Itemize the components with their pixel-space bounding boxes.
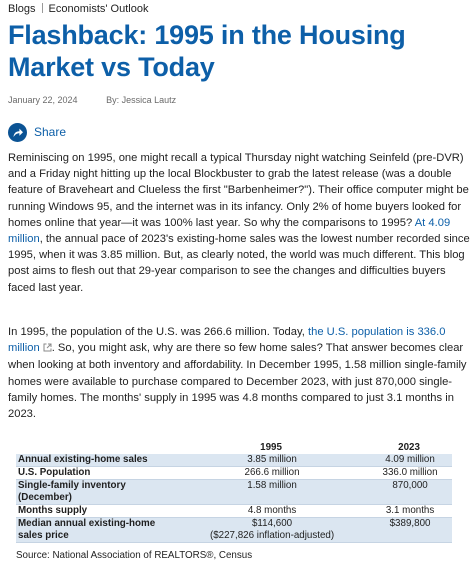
row-label: Median annual existing-home sales price bbox=[16, 518, 176, 543]
value-1995: 3.85 million bbox=[176, 454, 366, 467]
table-row bbox=[16, 505, 452, 518]
value-1995 bbox=[176, 518, 366, 543]
value-1995: 1.58 million bbox=[176, 480, 366, 505]
publish-date: January 22, 2024 bbox=[8, 95, 78, 105]
share-button[interactable] bbox=[8, 122, 66, 142]
value-1995: 4.8 months bbox=[176, 505, 366, 518]
value-2023: 870,000 bbox=[366, 480, 452, 505]
share-label: Share bbox=[34, 125, 67, 139]
us-population-link[interactable]: the U.S. population is 336.0 million bbox=[8, 326, 446, 355]
table-header-2023: 2023 bbox=[398, 442, 420, 453]
row-label: U.S. Population bbox=[16, 467, 176, 480]
table-header-blank bbox=[16, 442, 176, 454]
article-meta bbox=[8, 95, 176, 105]
paragraph-population-text: In 1995, the population of the U.S. was 266.6 million. Today, bbox=[8, 326, 308, 338]
value-1995-price: $114,600 bbox=[251, 518, 293, 529]
row-label: Annual existing-home sales bbox=[16, 454, 176, 467]
paragraph-intro-text: Reminiscing on 1995, one might recall a typical Thursday night watching Seinfeld (pre-DVR) and a Friday night hitting up the local Blockbuster to grab the latest release (was a double feature of Braveheart and Clueless the first "Barbenheimer?"). Their office computer might be running Windows 95, and the internet was in its infancy. Only 2% of home buyers looked for homes online that year—it was 100% last year. So why the comparisons to 1995? bbox=[8, 152, 469, 229]
table-row bbox=[16, 467, 452, 480]
row-label: Single-family inventory (December) bbox=[16, 480, 176, 505]
table-source: Source: National Association of REALTORS®, Census bbox=[16, 550, 253, 561]
paragraph-population bbox=[8, 324, 470, 422]
table-row bbox=[16, 454, 452, 467]
breadcrumb-divider bbox=[42, 3, 43, 13]
share-arrow-icon bbox=[8, 123, 27, 142]
breadcrumb-blogs[interactable]: Blogs bbox=[8, 3, 36, 15]
breadcrumb bbox=[8, 3, 148, 15]
value-1995: 266.6 million bbox=[176, 467, 366, 480]
article-title: Flashback: 1995 in the Housing Market vs Today bbox=[8, 20, 406, 82]
value-2023: 3.1 months bbox=[366, 505, 452, 518]
paragraph-population-text-end: . So, you might ask, why are there so few home sales? That answer becomes clear when looking at both inventory and affordability. In December 1995, 1.58 million single-family homes were available to purchase compared to December 2023, with just 870,000 single-family homes. The months' supply in 1995 was 4.8 months compared to just 3.1 months in 2023. bbox=[8, 342, 467, 421]
value-1995-inflation-note: ($227,826 inflation-adjusted) bbox=[209, 530, 335, 541]
table-row bbox=[16, 518, 452, 543]
value-2023: 336.0 million bbox=[366, 467, 452, 480]
external-link-icon bbox=[43, 341, 52, 357]
author-byline[interactable]: By: Jessica Lautz bbox=[106, 95, 177, 105]
row-label: Months supply bbox=[16, 505, 176, 518]
value-2023: $389,800 bbox=[366, 518, 452, 543]
table-header-row bbox=[16, 442, 452, 454]
breadcrumb-economists-outlook[interactable]: Economists' Outlook bbox=[48, 3, 149, 15]
table-row bbox=[16, 480, 452, 505]
table-header-1995: 1995 bbox=[260, 442, 282, 453]
paragraph-intro-text-end: , the annual pace of 2023's existing-home sales was the lowest number recorded since 1995, when it was 3.85 million. But, as clearly noted, the world was much different. This blog post aims to flesh out that 29-year comparison to see the changes and difficulties buyers faced last year. bbox=[8, 233, 470, 294]
comparison-table bbox=[16, 442, 452, 543]
existing-home-sales-link[interactable]: At 4.09 million bbox=[8, 216, 451, 246]
paragraph-intro bbox=[8, 150, 470, 296]
value-2023: 4.09 million bbox=[366, 454, 452, 467]
